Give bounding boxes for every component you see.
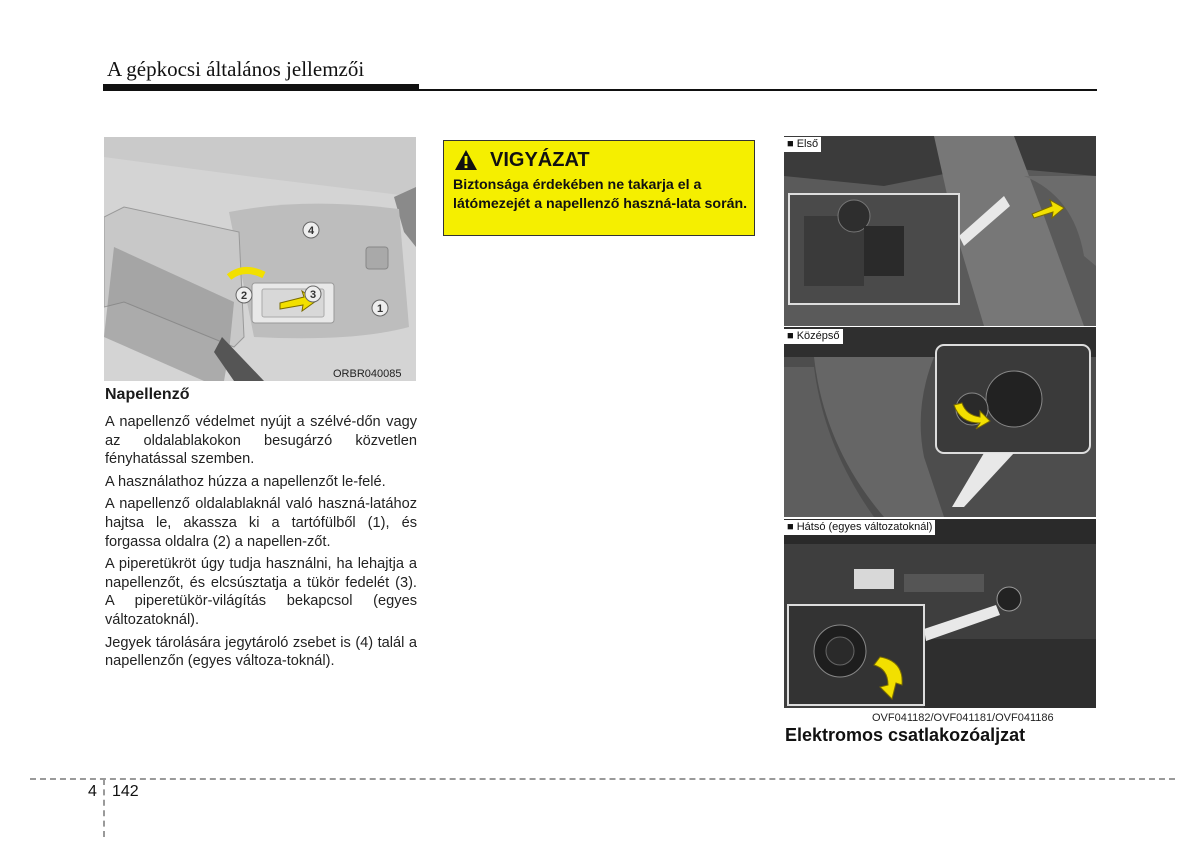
callout-1: 1 <box>376 303 384 315</box>
page-header-title: A gépkocsi általános jellemzői <box>107 57 365 81</box>
sun-visor-figure <box>104 137 416 381</box>
callout-2: 2 <box>240 290 248 302</box>
page-number: 142 <box>112 783 139 800</box>
callout-4: 4 <box>307 225 315 237</box>
outlet-center-figure <box>784 327 1096 517</box>
outlet-rear-figure <box>784 519 1096 708</box>
footer-dashed-divider <box>103 779 105 837</box>
section-body <box>105 413 417 675</box>
caption-rear: ■ Hátsó (egyes változatoknál) <box>784 520 935 535</box>
caption-front: ■ Első <box>784 137 821 152</box>
header-rule-thin <box>419 89 1097 91</box>
warning-text: Biztonsága érdekében ne takarja el a látómezejét a napellenző haszná-lata során. <box>453 177 748 212</box>
paragraph: A piperetükröt úgy tudja használni, ha lehajtja a napellenzőt, és elcsúsztatja a tükör fedelét (3). A piperetükör-világítás bekapcsol (egyes változatoknál). <box>105 556 417 628</box>
section-title: Napellenző <box>105 386 190 403</box>
outlet-section-title: Elektromos csatlakozóaljzat <box>785 725 1026 745</box>
footer-dashed-rule <box>30 778 1175 780</box>
paragraph: A használathoz húzza a napellenzőt le-felé. <box>105 473 386 490</box>
paragraph: Jegyek tárolására jegytároló zsebet is (4) talál a napellenzőn (egyes változa-toknál). <box>105 634 417 670</box>
caption-center: ■ Középső <box>784 329 843 344</box>
paragraph: A napellenző védelmet nyújt a szélvé-dőn vagy az oldalablakokon besugárzó közvetlen fényhatással szemben. <box>105 414 417 468</box>
warning-title: VIGYÁZAT <box>490 148 590 171</box>
warning-box <box>443 140 755 236</box>
warning-triangle-icon <box>454 149 478 171</box>
paragraph: A napellenző oldalablaknál való haszná-latához hajtsa le, akassza ki a tartófülből (1), és forgassa oldalra (2) a napellen-zőt. <box>105 496 417 550</box>
outlet-front-figure <box>784 136 1096 326</box>
header-rule-thick <box>103 84 419 91</box>
warning-header <box>454 147 590 173</box>
callout-3: 3 <box>309 289 317 301</box>
left-figure-code: ORBR040085 <box>333 368 402 380</box>
chapter-number: 4 <box>88 783 97 800</box>
right-figure-codes: OVF041182/OVF041181/OVF041186 <box>872 712 1054 724</box>
